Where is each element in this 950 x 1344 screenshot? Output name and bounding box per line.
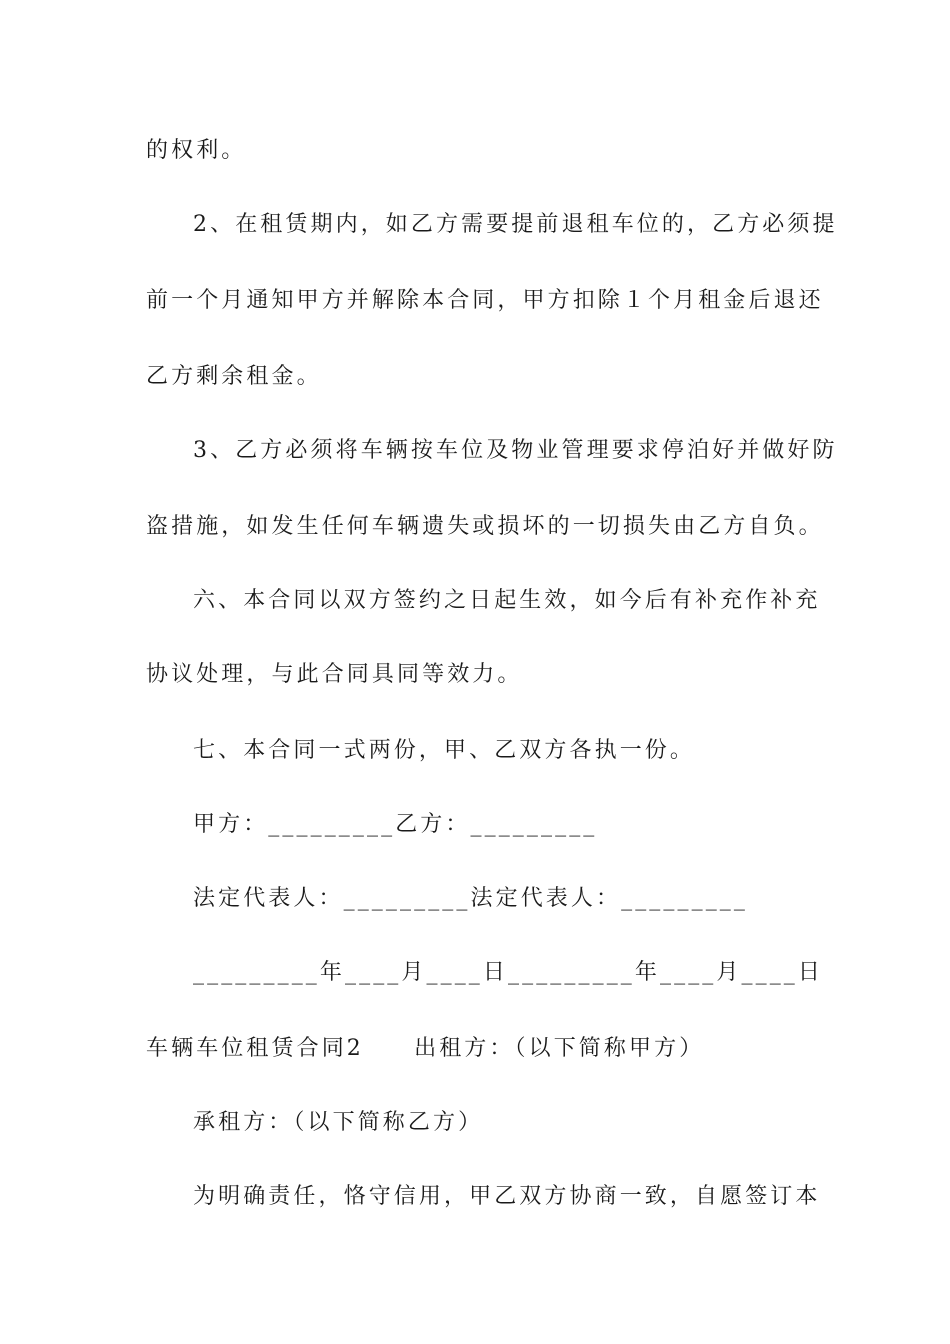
paragraph-line: 的权利。 <box>146 138 247 163</box>
signature-date-line: _________年____月____日_________年____月____日 <box>193 960 824 985</box>
paragraph-line: 为明确责任，恪守信用，甲乙双方协商一致，自愿签订本 <box>193 1184 821 1209</box>
signature-representatives-line: 法定代表人：_________法定代表人：_________ <box>193 886 749 911</box>
paragraph-line: 六、本合同以双方签约之日起生效，如今后有补充作补充 <box>193 588 821 613</box>
paragraph-line: 七、本合同一式两份，甲、乙双方各执一份。 <box>193 738 696 763</box>
paragraph-line: 协议处理，与此合同具同等效力。 <box>146 662 523 687</box>
paragraph-line: 盗措施，如发生任何车辆遗失或损坏的一切损失由乙方自负。 <box>146 514 824 539</box>
paragraph-line: 2、在租赁期内，如乙方需要提前退租车位的，乙方必须提 <box>193 212 838 237</box>
contract-title-line: 车辆车位租赁合同2 出租方：（以下简称甲方） <box>146 1036 705 1061</box>
signature-parties-line: 甲方：_________乙方：_________ <box>193 812 598 837</box>
paragraph-line: 3、乙方必须将车辆按车位及物业管理要求停泊好并做好防 <box>193 438 838 463</box>
paragraph-line: 乙方剩余租金。 <box>146 364 322 389</box>
paragraph-line: 承租方：（以下简称乙方） <box>193 1110 484 1135</box>
paragraph-line: 前一个月通知甲方并解除本合同，甲方扣除１个月租金后退还 <box>146 288 824 313</box>
